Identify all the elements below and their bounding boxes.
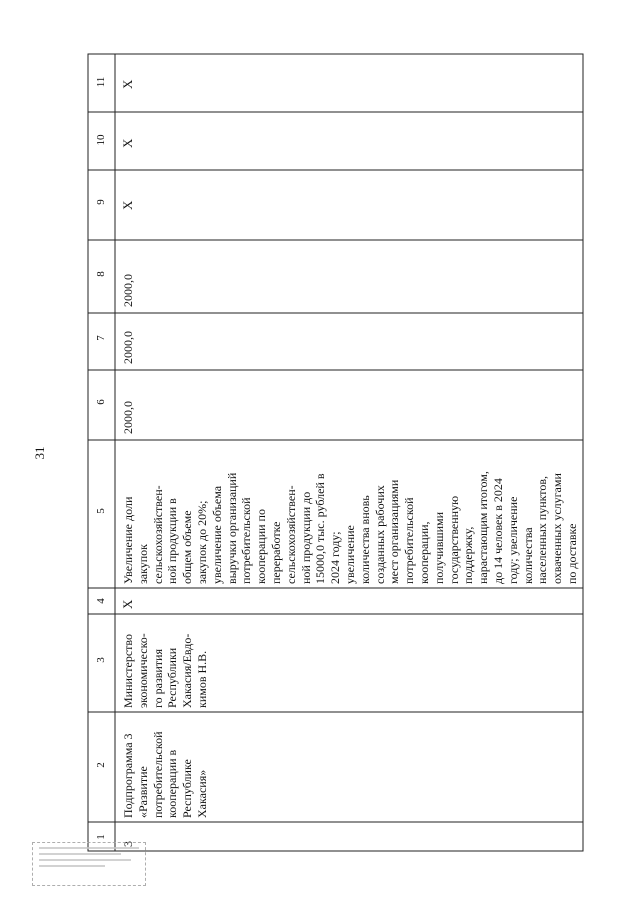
cell-col-11-mark: Х <box>120 79 135 89</box>
text-line: населенных пунктов, <box>535 475 550 584</box>
text-line: увеличение объема <box>209 485 224 584</box>
text-line: Хакасия» <box>194 769 209 818</box>
text-line: 15000,0 тыс. рублей в <box>313 473 328 584</box>
text-line: переработке <box>268 521 283 584</box>
header-col-4: 4 <box>95 598 107 604</box>
text-line: получившими <box>431 511 446 584</box>
header-col-10: 10 <box>95 134 107 146</box>
text-line: сельскохозяйствен- <box>283 485 298 584</box>
text-line: поддержку, <box>461 526 476 584</box>
text-line: го развития <box>150 649 165 708</box>
text-line: потребительской <box>150 731 165 818</box>
text-line: сельскохозяйствен- <box>150 485 165 584</box>
text-line: потребительской <box>239 497 254 584</box>
text-line: количества вновь <box>357 495 372 584</box>
text-line: ной продукции в <box>165 498 180 584</box>
text-line: увеличение <box>342 525 357 584</box>
text-line: государственную <box>446 495 461 584</box>
text-line: созданных рабочих <box>372 485 387 584</box>
text-line: «Развитие <box>135 766 150 818</box>
cell-col-9-mark: Х <box>120 200 135 210</box>
header-col-8: 8 <box>95 271 107 277</box>
text-line: закупок до 20%; <box>194 500 209 584</box>
header-col-2: 2 <box>95 762 107 768</box>
text-line: кооперации, <box>416 521 431 584</box>
text-line: выручки организаций <box>224 472 239 584</box>
text-line: до 14 человек в 2024 <box>490 478 505 584</box>
header-col-9: 9 <box>95 199 107 205</box>
text-line: ной продукции до <box>298 491 313 584</box>
header-col-11: 11 <box>95 76 107 88</box>
cell-col-6-value: 2000,0 <box>121 401 135 434</box>
text-line: Хакасия/Евдо- <box>180 633 195 708</box>
text-line: кимов Н.В. <box>194 650 209 708</box>
text-line: общем объеме <box>180 510 195 584</box>
header-col-5: 5 <box>95 508 107 514</box>
cell-col-8-value: 2000,0 <box>121 274 135 307</box>
text-line: закупок <box>135 544 150 584</box>
text-line: Подпрограмма 3 <box>121 733 135 818</box>
text-line: мест организациями <box>387 479 402 584</box>
text-line: потребительской <box>402 497 417 584</box>
header-col-3: 3 <box>95 657 107 663</box>
text-line: году; увеличение <box>505 496 520 584</box>
page-number: 31 <box>32 446 47 460</box>
text-line: количества <box>520 527 535 584</box>
text-line: по доставке <box>564 523 579 584</box>
text-line: нарастающим итогом, <box>476 471 491 584</box>
text-line: Республике <box>180 759 195 818</box>
text-line: охваченных услугами <box>550 473 565 584</box>
header-col-1: 1 <box>95 834 107 840</box>
text-line: Республики <box>165 647 180 708</box>
cell-col-4-mark: Х <box>120 599 135 609</box>
text-line: Министерство <box>121 634 135 708</box>
cell-col-7-value: 2000,0 <box>121 331 135 364</box>
header-col-7: 7 <box>95 335 107 341</box>
cell-subprogram-name <box>121 731 210 818</box>
header-col-6: 6 <box>95 399 107 405</box>
cell-row-number: 3 <box>121 841 135 847</box>
text-line: Увеличение доли <box>121 496 135 584</box>
text-line: кооперации по <box>254 509 269 584</box>
text-line: экономическо- <box>135 633 150 708</box>
cell-responsible-executor <box>121 633 210 708</box>
cell-col-10-mark: Х <box>120 138 135 148</box>
faded-stamp <box>32 842 146 886</box>
text-line: 2024 году; <box>328 531 343 584</box>
cell-expected-results <box>121 471 580 584</box>
text-line: кооперации в <box>165 749 180 818</box>
